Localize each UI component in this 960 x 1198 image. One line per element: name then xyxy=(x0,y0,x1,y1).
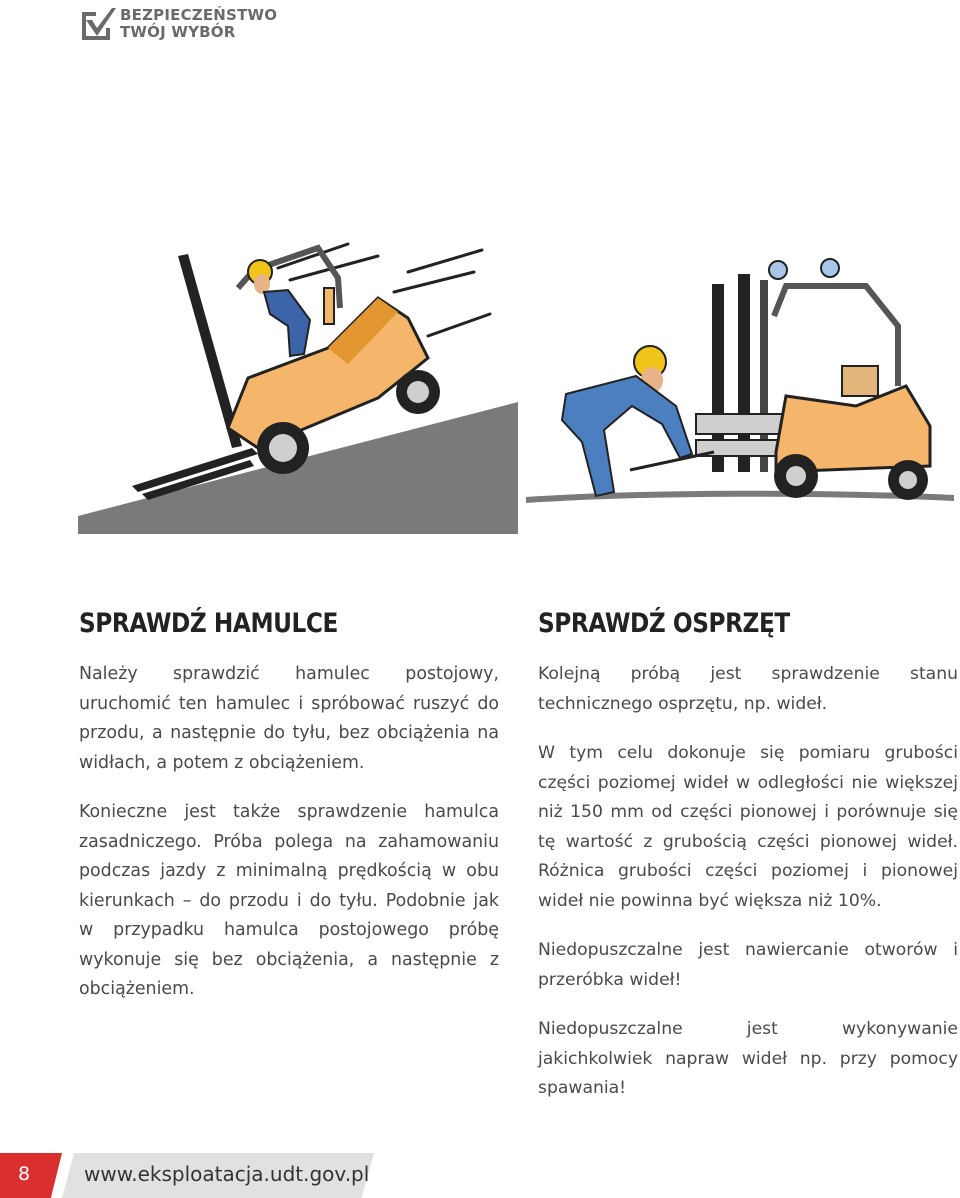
logo-text xyxy=(120,7,277,41)
logo-line-2: TWÓJ WYBÓR xyxy=(120,23,236,41)
equipment-heading: SPRAWDŹ OSPRZĘT xyxy=(538,608,790,639)
brand-logo xyxy=(80,6,277,42)
fork-inspection-illustration xyxy=(526,256,954,510)
check-shield-icon xyxy=(80,6,116,42)
equipment-paragraph-3: Niedopuszczalne jest nawiercanie otworów i przeróbka wideł! xyxy=(538,940,958,990)
brakes-section xyxy=(79,606,499,1025)
page-number: 8 xyxy=(18,1163,31,1185)
page-number-badge xyxy=(0,1153,62,1198)
logo-line-1: BEZPIECZEŃSTWO xyxy=(120,6,278,24)
footer-url-link[interactable]: www.eksploatacja.udt.gov.pl xyxy=(84,1162,370,1186)
equipment-paragraph-4: Niedopuszczalne jest wykonywanie jakichkolwiek napraw wideł np. przy pomocy spawania! xyxy=(538,1019,958,1098)
equipment-section xyxy=(538,606,958,1124)
equipment-paragraph-1: Kolejną próbą jest sprawdzenie stanu technicznego osprzętu, np. wideł. xyxy=(538,664,958,714)
forklift-on-slope-illustration xyxy=(78,228,518,534)
brakes-heading: SPRAWDŹ HAMULCE xyxy=(79,608,338,639)
brakes-paragraph-2: Konieczne jest także sprawdzenie hamulca zasadniczego. Próba polega na zahamowaniu podczas jazdy z minimalną prędkością w obu kierunkach – do przodu i do tyłu. Podobnie jak w przypadku hamulca postojowego próbę wykonuje się bez obciążenia, a następnie z obciążeniem. xyxy=(79,802,499,999)
equipment-paragraph-2: W tym celu dokonuje się pomiaru grubości części poziomej wideł w odległości nie większej niż 150 mm od części pionowej i porównuje się tę wartość z grubością części pionowej wideł. Różnica grubości części poziomej i pionowej wideł nie powinna być większa niż 10%. xyxy=(538,743,958,911)
brakes-paragraph-1: Należy sprawdzić hamulec postojowy, uruchomić ten hamulec i spróbować ruszyć do przodu, a następnie do tyłu, bez obciążenia na widłach, a potem z obciążeniem. xyxy=(79,664,499,773)
